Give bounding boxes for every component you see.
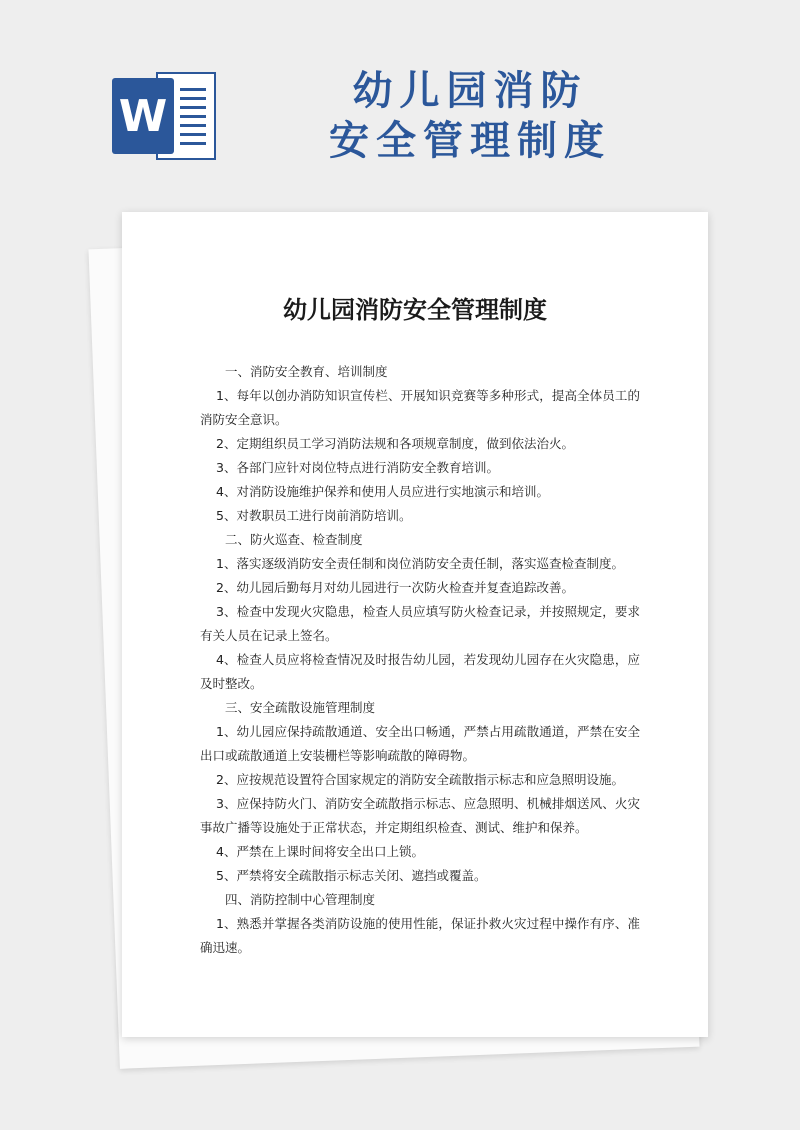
hero-title-line2: 安全管理制度: [329, 118, 611, 164]
list-item: 4、对消防设施维护保养和使用人员应进行实地演示和培训。: [216, 484, 549, 499]
list-item: 4、严禁在上课时间将安全出口上锁。: [216, 844, 424, 859]
list-item: 5、严禁将安全疏散指示标志关闭、遮挡或覆盖。: [216, 868, 487, 883]
section-heading: 四、消防控制中心管理制度: [225, 892, 376, 907]
list-item: 1、熟悉并掌握各类消防设施的使用性能，保证扑救火灾过程中操作有序、准确迅速。: [200, 916, 640, 955]
list-item: 2、应按规范设置符合国家规定的消防安全疏散指示标志和应急照明设施。: [216, 772, 624, 787]
list-item: 3、各部门应针对岗位特点进行消防安全教育培训。: [216, 460, 499, 475]
list-item: 2、幼儿园后勤每月对幼儿园进行一次防火检查并复查追踪改善。: [216, 580, 574, 595]
list-item: 1、每年以创办消防知识宣传栏、开展知识竞赛等多种形式，提高全体员工的消防安全意识。: [200, 388, 640, 427]
list-item: 3、检查中发现火灾隐患，检查人员应填写防火检查记录，并按照规定，要求有关人员在记录上签名。: [200, 604, 640, 643]
section-heading: 三、安全疏散设施管理制度: [225, 700, 376, 715]
list-item: 1、落实逐级消防安全责任制和岗位消防安全责任制，落实巡查检查制度。: [216, 556, 624, 571]
list-item: 1、幼儿园应保持疏散通道、安全出口畅通，严禁占用疏散通道，严禁在安全出口或疏散通道上安装栅栏等影响疏散的障碍物。: [200, 724, 640, 763]
hero-title-line1: 幼儿园消防: [352, 68, 588, 114]
word-icon: [112, 72, 216, 164]
list-item: 3、应保持防火门、消防安全疏散指示标志、应急照明、机械排烟送风、火灾事故广播等设施处于正常状态，并定期组织检查、测试、维护和保养。: [200, 796, 640, 835]
list-item: 4、检查人员应将检查情况及时报告幼儿园，若发现幼儿园存在火灾隐患，应及时整改。: [200, 652, 640, 691]
section-heading: 二、防火巡查、检查制度: [225, 532, 363, 547]
document-page: [122, 212, 708, 1037]
page-header: [0, 0, 800, 200]
list-item: 5、对教职员工进行岗前消防培训。: [216, 508, 412, 523]
document-title: 幼儿园消防安全管理制度: [283, 296, 547, 324]
section-heading: 一、消防安全教育、培训制度: [225, 364, 388, 379]
document-body: [200, 360, 640, 960]
hero-title: [300, 66, 640, 166]
list-item: 2、定期组织员工学习消防法规和各项规章制度，做到依法治火。: [216, 436, 574, 451]
word-letter: W: [112, 78, 174, 154]
